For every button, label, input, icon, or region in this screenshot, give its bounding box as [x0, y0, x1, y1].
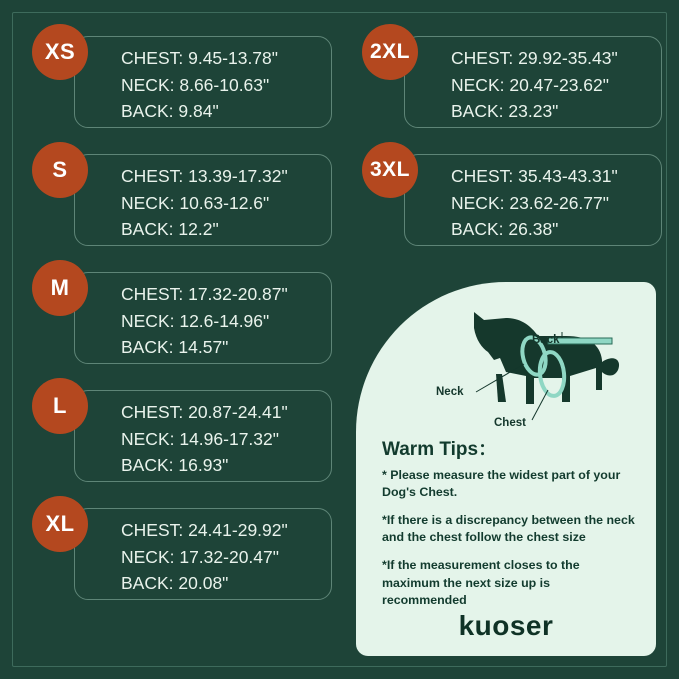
dog-measurement-diagram — [356, 282, 656, 430]
neck-label: Neck — [436, 386, 464, 398]
dog-body-path — [474, 312, 602, 404]
size-badge-xl: XL — [32, 496, 88, 552]
size-entry-l — [32, 378, 332, 482]
neck-measurement: NECK: 14.96-17.32" — [121, 428, 279, 449]
dog-illustration-svg — [356, 282, 656, 430]
neck-measurement: NECK: 8.66-10.63" — [121, 74, 270, 95]
size-card-s — [74, 154, 332, 246]
chest-measurement: CHEST: 17.32-20.87" — [121, 284, 288, 304]
tip-item-3: *If the measurement closes to the maximum the next size up is recommended — [382, 558, 580, 607]
back-measurement: BACK: 16.93" — [121, 455, 229, 476]
back-measurement: BACK: 12.2" — [121, 219, 219, 240]
neck-measurement: NECK: 10.63-12.6" — [121, 192, 270, 213]
size-entry-s — [32, 142, 332, 246]
dog-tail-path — [602, 358, 619, 375]
neck-measurement: NECK: 23.62-26.77" — [451, 192, 609, 213]
brand-logo — [356, 610, 656, 642]
back-measurement: BACK: 9.84" — [121, 101, 219, 122]
dog-foreleg-path — [496, 374, 506, 402]
brand-name: kuoser — [458, 610, 554, 641]
neck-measurement: NECK: 20.47-23.62" — [451, 74, 609, 95]
size-card-l — [74, 390, 332, 482]
size-entry-xs — [32, 24, 332, 128]
size-badge-xs: XS — [32, 24, 88, 80]
size-card-2xl — [404, 36, 662, 128]
size-card-xl — [74, 508, 332, 600]
back-measurement: BACK: 26.38" — [451, 219, 559, 240]
size-badge-2xl: 2XL — [362, 24, 418, 80]
tip-item-1: * Please measure the widest part of your Dog's Chest. — [382, 468, 621, 500]
size-badge-m: M — [32, 260, 88, 316]
back-label: Back — [532, 334, 560, 346]
chest-measurement: CHEST: 35.43-43.31" — [451, 166, 618, 186]
size-entry-2xl — [362, 24, 662, 128]
size-badge-s: S — [32, 142, 88, 198]
chest-measurement: CHEST: 13.39-17.32" — [121, 166, 288, 186]
size-card-3xl — [404, 154, 662, 246]
warm-tips-title: Warm Tips： — [382, 439, 498, 460]
back-measurement: BACK: 20.08" — [121, 573, 229, 594]
tips-panel — [356, 282, 656, 656]
back-measurement: BACK: 23.23" — [451, 101, 559, 122]
chest-measurement: CHEST: 20.87-24.41" — [121, 402, 288, 422]
back-measurement: BACK: 14.57" — [121, 337, 229, 358]
size-entry-3xl — [362, 142, 662, 246]
chest-measurement: CHEST: 29.92-35.43" — [451, 48, 618, 68]
chest-leader-line — [532, 390, 548, 420]
size-column-right — [362, 24, 662, 260]
size-badge-l: L — [32, 378, 88, 434]
size-card-m — [74, 272, 332, 364]
neck-measurement: NECK: 17.32-20.47" — [121, 546, 279, 567]
chest-measurement: CHEST: 24.41-29.92" — [121, 520, 288, 540]
neck-measurement: NECK: 12.6-14.96" — [121, 310, 270, 331]
size-entry-m — [32, 260, 332, 364]
size-column-left — [32, 24, 332, 614]
chest-measurement: CHEST: 9.45-13.78" — [121, 48, 278, 68]
tip-item-2: *If there is a discrepancy between the neck and the chest follow the chest size — [382, 513, 635, 545]
chest-label: Chest — [494, 417, 526, 429]
size-card-xs — [74, 36, 332, 128]
size-entry-xl — [32, 496, 332, 600]
size-badge-3xl: 3XL — [362, 142, 418, 198]
